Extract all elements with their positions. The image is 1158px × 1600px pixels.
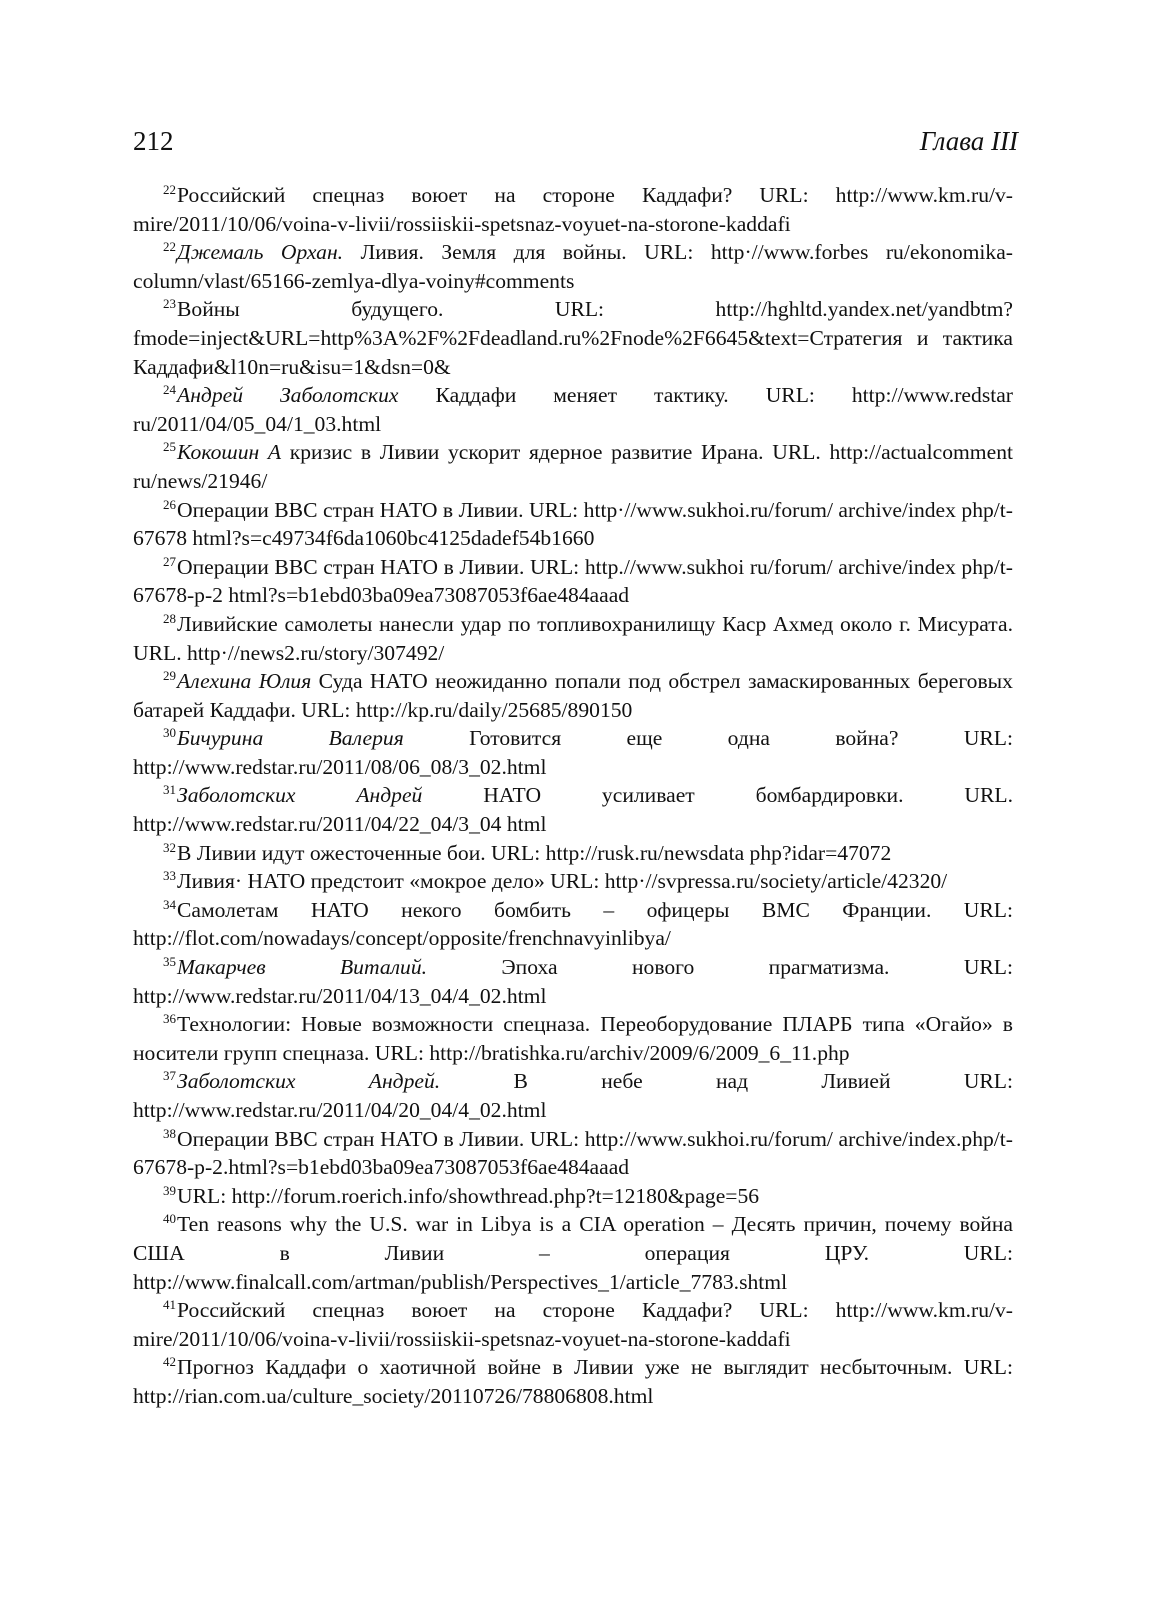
footnote	[133, 438, 1013, 495]
footnote-text: Ливия· НАТО предстоит «мокрое дело» URL: http·//svpressa.ru/society/article/42320/	[177, 869, 948, 894]
footnote	[133, 724, 1013, 781]
footnote	[133, 667, 1013, 724]
footnote-text: Технологии: Новые возможности спецназа. Переоборудование ПЛАРБ типа «Огайо» в носители групп спецназа. URL: http://bratishka.ru/archiv/2009/6/2009_6_11.php	[133, 1012, 1013, 1065]
footnote-number: 25	[163, 439, 176, 455]
footnote	[133, 781, 1013, 838]
footnote-number: 31	[163, 782, 176, 798]
footnote-number: 33	[163, 868, 176, 884]
footnote-text: НАТО усиливает бомбардировки. URL. http://www.redstar.ru/2011/04/22_04/3_04 html	[133, 783, 1013, 837]
footnote-author: Алехина Юлия	[177, 669, 312, 694]
footnote-text: Прогноз Каддафи о хаотичной войне в Ливии уже не выглядит несбыточным. URL: http://rian.com.ua/culture_society/20110726/78806808.html	[133, 1355, 1013, 1408]
footnote	[133, 1296, 1013, 1353]
footnote	[133, 839, 1013, 868]
footnote-author: Заболотских Андрей.	[177, 1069, 441, 1094]
footnote-number: 40	[163, 1211, 176, 1227]
footnotes-list	[133, 181, 1013, 1411]
footnote-text: Ливия. Земля для войны. URL: http·//www.forbes ru/ekonomika-column/vlast/65166-zemlya-dlya-voiny#comments	[133, 240, 1013, 293]
footnote-number: 42	[163, 1354, 176, 1370]
footnote	[133, 867, 1013, 896]
footnote-text: В Ливии идут ожесточенные бои. URL: http://rusk.ru/newsdata php?idar=47072	[177, 840, 892, 865]
footnote-number: 27	[163, 553, 176, 569]
footnote-number: 26	[163, 496, 176, 512]
footnote-number: 23	[163, 296, 176, 312]
footnote-text: кризис в Ливии ускорит ядерное развитие Ирана. URL. http://actualcomment ru/news/21946/	[133, 440, 1013, 493]
footnote-number: 34	[163, 896, 176, 912]
footnote-text: Ten reasons why the U.S. war in Libya is a CIA operation – Десять причин, почему война США в Ливии – операция ЦРУ. URL: http://www.finalcall.com/artman/publish/Perspectives_1/article_7783.shtml	[133, 1212, 1013, 1294]
footnote	[133, 896, 1013, 953]
footnote	[133, 1210, 1013, 1296]
footnote-text: Операции ВВС стран НАТО в Ливии. URL: http·//www.sukhoi.ru/forum/ archive/index php/t-67678 html?s=c49734f6da1060bc4125dadef54b1660	[133, 497, 1013, 551]
footnote-text: Российский спецназ воюет на стороне Каддафи? URL: http://www.km.ru/v-mire/2011/10/06/voina-v-livii/rossiiskii-spetsnaz-voyuet-na-storone-kaddafi	[133, 1298, 1013, 1351]
running-title: Глава III	[919, 126, 1018, 156]
page-header	[133, 126, 1018, 166]
footnote-text: URL: http://forum.roerich.info/showthread.php?t=12180&page=56	[177, 1183, 760, 1208]
footnote	[133, 181, 1013, 238]
footnote-text: Российский спецназ воюет на стороне Каддафи? URL: http://www.km.ru/v-mire/2011/10/06/voina-v-livii/rossiiskii-spetsnaz-voyuet-na-storone-kaddafi	[133, 183, 1013, 236]
footnote-text: Ливийские самолеты нанесли удар по топливохранилищу Каср Ахмед около г. Мисурата. URL. http·//news2.ru/story/307492/	[133, 611, 1013, 665]
footnote-text: Самолетам НАТО некого бомбить – офицеры ВМС Франции. URL: http://flot.com/nowadays/concept/opposite/frenchnavyinlibya/	[133, 897, 1013, 951]
footnote-number: 39	[163, 1182, 176, 1198]
footnote	[133, 553, 1013, 610]
page-number: 212	[133, 126, 174, 156]
footnote-author: Джемаль Орхан.	[177, 240, 344, 265]
footnote-text: Операции ВВС стран НАТО в Ливии. URL: http.//www.sukhoi ru/forum/ archive/index php/t-67678-p-2 html?s=b1ebd03ba09ea73087053f6ae484aaad	[133, 554, 1013, 608]
footnote	[133, 1125, 1013, 1182]
footnote-text: В небе над Ливией URL: http://www.redstar.ru/2011/04/20_04/4_02.html	[133, 1069, 1014, 1122]
footnote-number: 38	[163, 1125, 176, 1141]
footnote-number: 29	[163, 668, 176, 684]
footnote-author: Кокошин А	[177, 440, 282, 465]
footnote	[133, 1067, 1013, 1124]
footnote	[133, 238, 1013, 295]
footnote	[133, 381, 1013, 438]
footnote-text: Каддафи меняет тактику. URL: http://www.redstar ru/2011/04/05_04/1_03.html	[133, 383, 1013, 436]
footnote	[133, 1010, 1013, 1067]
footnote-number: 22	[163, 182, 176, 197]
footnote	[133, 610, 1013, 667]
footnote-text: Эпоха нового прагматизма. URL: http://www.redstar.ru/2011/04/13_04/4_02.html	[133, 955, 1014, 1008]
footnote-author: Макарчев Виталий.	[177, 955, 428, 980]
footnote-author: Андрей Заболотских	[177, 383, 399, 408]
footnote-text: Суда НАТО неожиданно попали под обстрел замаскированных береговых батарей Каддафи. URL: http://kp.ru/daily/25685/890150	[133, 669, 1013, 722]
footnote-text: Готовится еще одна война? URL: http://www.redstar.ru/2011/08/06_08/3_02.html	[133, 726, 1014, 779]
footnote-number: 35	[163, 954, 176, 970]
footnote-text: Войны будущего. URL: http://hghltd.yandex.net/yandbtm?fmode=inject&URL=http%3A%2F%2Fdeadland.ru%2Fnode%2F6645&text=Стратегия и тактика Каддафи&l10n=ru&isu=1&dsn=0&	[133, 297, 1013, 379]
footnote-author: Заболотских Андрей	[177, 783, 423, 808]
footnote-number: 36	[163, 1011, 176, 1027]
footnote-number: 37	[163, 1068, 176, 1084]
footnote-number: 24	[163, 382, 176, 398]
footnote	[133, 1353, 1013, 1410]
footnote-number: 22	[163, 239, 176, 255]
footnote	[133, 295, 1013, 381]
footnote-number: 32	[163, 839, 176, 855]
footnote-author: Бичурина Валерия	[177, 726, 404, 751]
footnote	[133, 1182, 1013, 1211]
footnote-number: 30	[163, 725, 176, 741]
footnote-text: Операции ВВС стран НАТО в Ливии. URL: http://www.sukhoi.ru/forum/ archive/index.php/t-67678-p-2.html?s=b1ebd03ba09ea73087053f6ae484aaad	[133, 1126, 1013, 1180]
footnote-number: 28	[163, 610, 176, 626]
footnote	[133, 496, 1013, 553]
footnote	[133, 953, 1013, 1010]
footnote-number: 41	[163, 1297, 176, 1313]
